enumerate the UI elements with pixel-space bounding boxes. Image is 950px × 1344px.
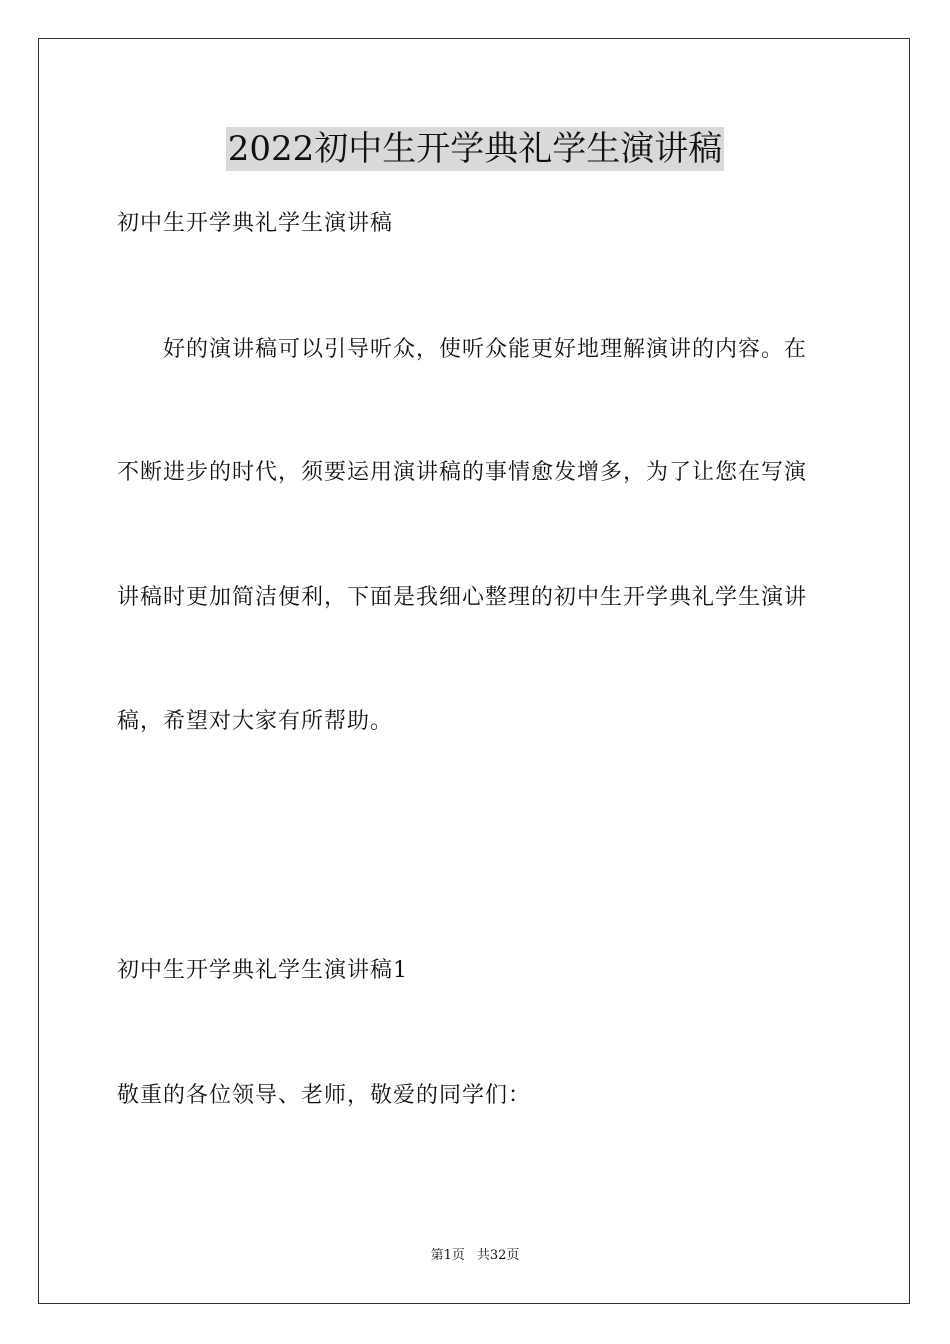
page-number: 第1页 [430,1248,465,1263]
intro-line-3: 讲稿时更加简洁便利，下面是我细心整理的初中生开学典礼学生演讲 [117,585,808,610]
intro-line-1: 好的演讲稿可以引导听众，使听众能更好地理解演讲的内容。在 [163,337,808,362]
page-total: 共32页 [476,1248,520,1263]
document-title: 2022初中生开学典礼学生演讲稿 [227,129,723,169]
greeting-line: 敬重的各位领导、老师，敬爱的同学们： [117,1083,532,1108]
intro-line-4: 稿，希望对大家有所帮助。 [117,709,394,734]
intro-line-2: 不断进步的时代，须要运用演讲稿的事情愈发增多，为了让您在写演 [117,460,808,485]
section-heading: 初中生开学典礼学生演讲稿1 [117,958,408,983]
document-subtitle: 初中生开学典礼学生演讲稿 [117,211,394,236]
title-container [0,127,950,171]
page-footer [0,1247,950,1265]
